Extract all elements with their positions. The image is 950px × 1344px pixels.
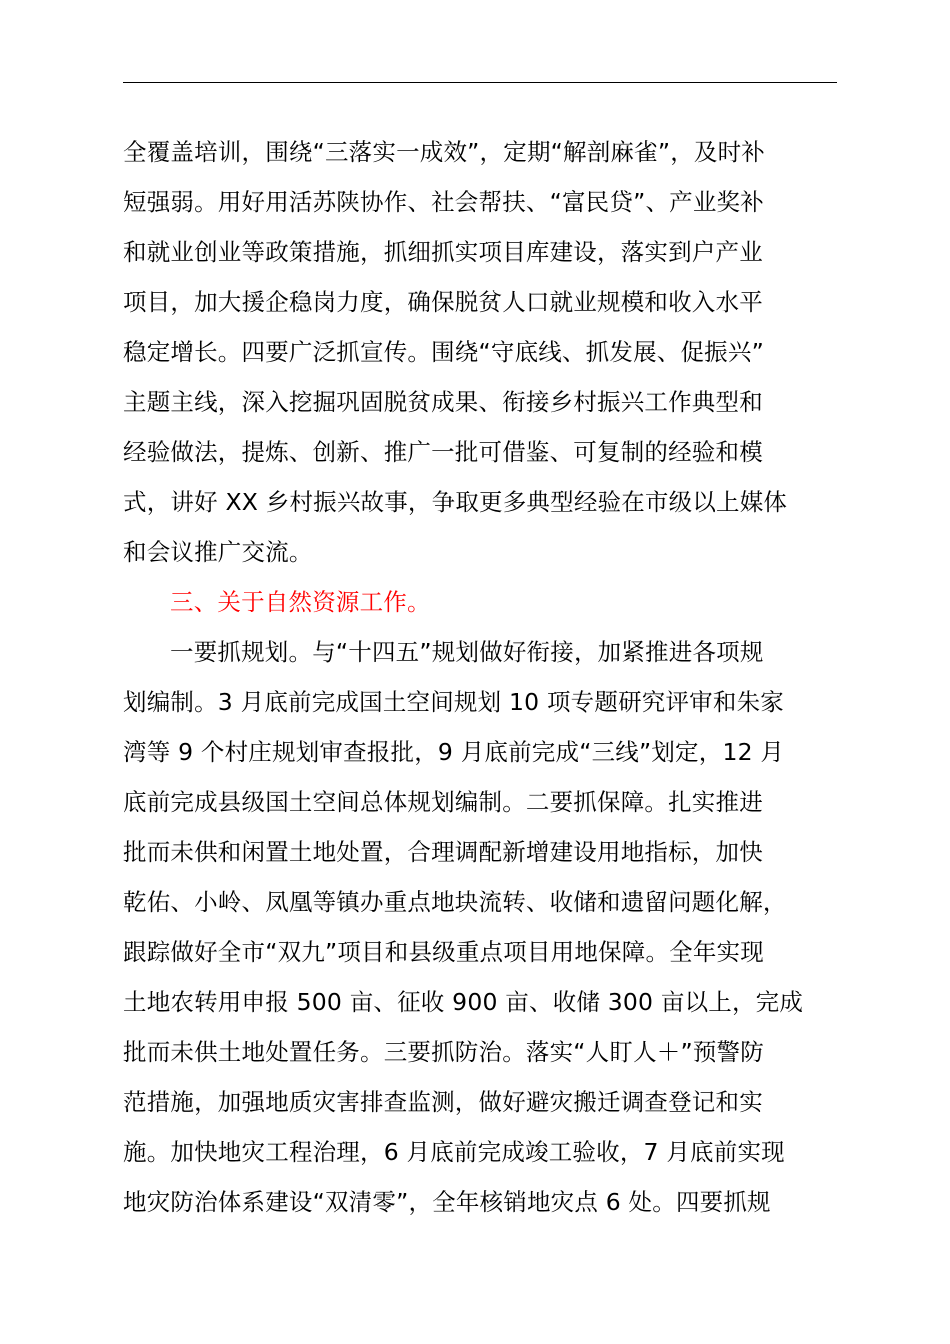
- paragraph-line: 式，讲好 XX 乡村振兴故事，争取更多典型经验在市级以上媒体: [123, 488, 788, 516]
- paragraph-line: 施。加快地灾工程治理，6 月底前完成竣工验收，7 月底前实现: [123, 1138, 785, 1166]
- paragraph-line: 地灾防治体系建设“双清零”，全年核销地灾点 6 处。四要抓规: [123, 1188, 771, 1216]
- paragraph-line: 主题主线，深入挖掘巩固脱贫成果、衔接乡村振兴工作典型和: [123, 388, 763, 416]
- document-body: [123, 127, 839, 1227]
- paragraph-line: 批而未供土地处置任务。三要抓防治。落实“人盯人＋”预警防: [123, 1038, 764, 1066]
- header-rule: [123, 82, 837, 83]
- paragraph-line: 乾佑、小岭、凤凰等镇办重点地块流转、收储和遗留问题化解，: [123, 888, 787, 916]
- paragraph-line: 跟踪做好全市“双九”项目和县级重点项目用地保障。全年实现: [123, 938, 764, 966]
- paragraph-line: 湾等 9 个村庄规划审查报批，9 月底前完成“三线”划定，12 月: [123, 738, 785, 766]
- paragraph-line: 土地农转用申报 500 亩、征收 900 亩、收储 300 亩以上，完成: [123, 988, 804, 1016]
- paragraph-line: 批而未供和闲置土地处置，合理调配新增建设用地指标，加快: [123, 838, 763, 866]
- paragraph-line: 全覆盖培训，围绕“三落实一成效”，定期“解剖麻雀”，及时补: [123, 138, 765, 166]
- paragraph-line: 和会议推广交流。: [123, 538, 313, 566]
- paragraph-line: 范措施，加强地质灾害排查监测，做好避灾搬迁调查登记和实: [123, 1088, 763, 1116]
- paragraph-line: 划编制。3 月底前完成国土空间规划 10 项专题研究评审和朱家: [123, 688, 784, 716]
- paragraph-line: 底前完成县级国土空间总体规划编制。二要抓保障。扎实推进: [123, 788, 763, 816]
- section-heading: 三、关于自然资源工作。: [170, 588, 431, 616]
- paragraph-line: 项目，加大援企稳岗力度，确保脱贫人口就业规模和收入水平: [123, 288, 763, 316]
- paragraph-line: 和就业创业等政策措施，抓细抓实项目库建设，落实到户产业: [123, 238, 763, 266]
- paragraph-line: 短强弱。用好用活苏陕协作、社会帮扶、“富民贷”、产业奖补: [123, 188, 764, 216]
- paragraph-line: 一要抓规划。与“十四五”规划做好衔接，加紧推进各项规: [170, 638, 764, 666]
- paragraph-line: 经验做法，提炼、创新、推广一批可借鉴、可复制的经验和模: [123, 438, 763, 466]
- paragraph-line: 稳定增长。四要广泛抓宣传。围绕“守底线、抓发展、促振兴”: [123, 338, 764, 366]
